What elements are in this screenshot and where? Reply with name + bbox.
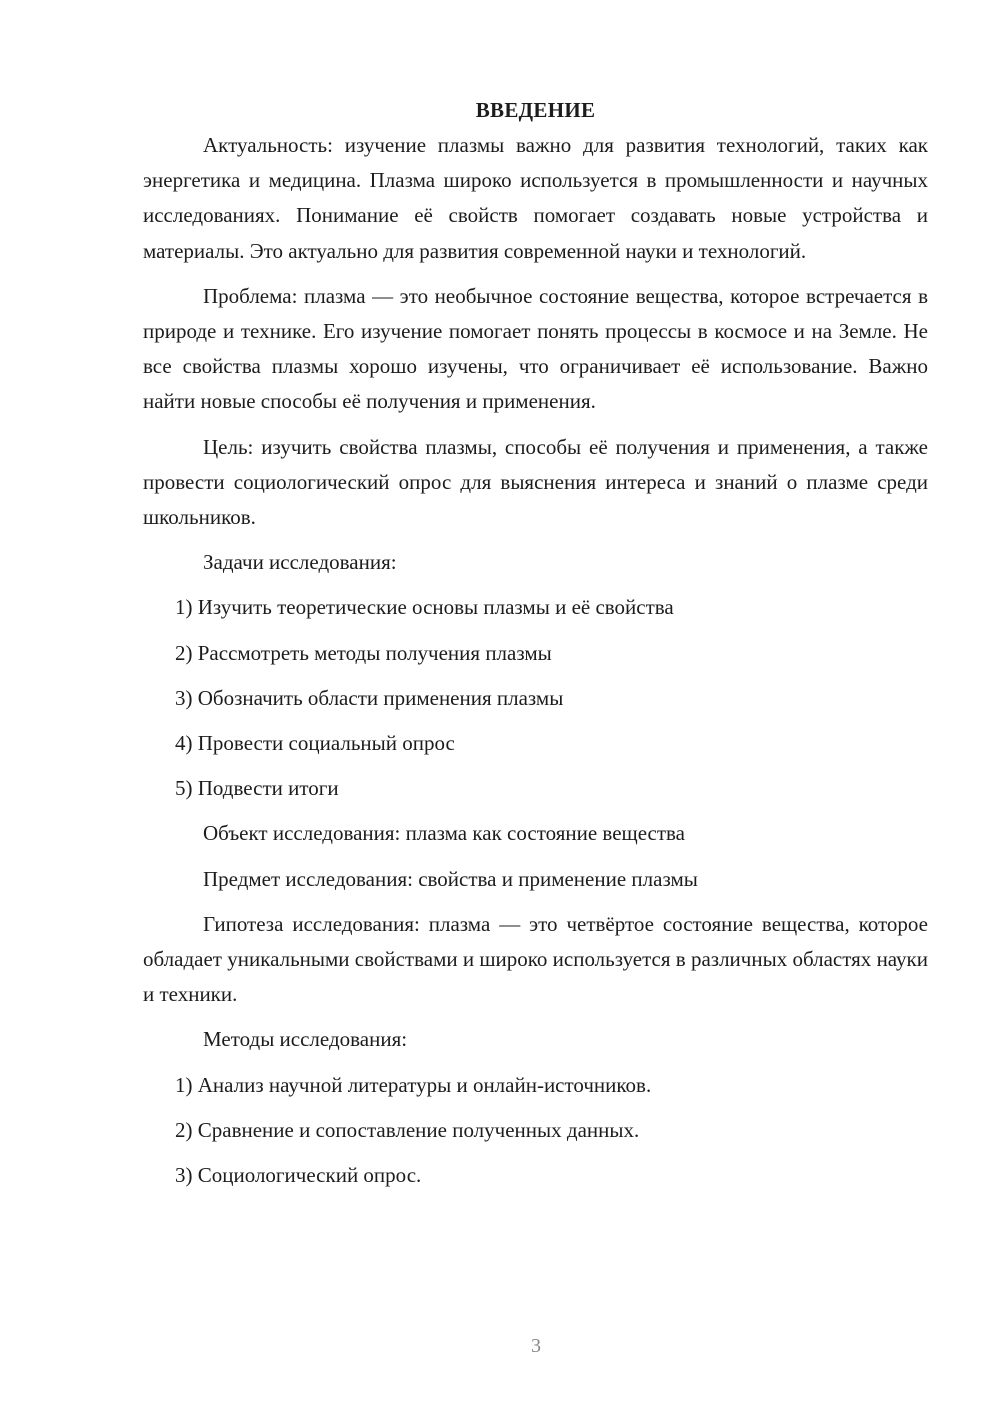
- tasks-heading: Задачи исследования:: [203, 550, 397, 575]
- method-item: 3) Социологический опрос.: [175, 1163, 422, 1188]
- method-item: 2) Сравнение и сопоставление полученных данных.: [175, 1117, 640, 1142]
- task-item: 1) Изучить теоретические основы плазмы и её свойства: [175, 595, 674, 620]
- page-number: 3: [531, 1335, 541, 1357]
- task-item: 3) Обозначить области применения плазмы: [175, 685, 564, 710]
- relevance-paragraph: Актуальность: изучение плазмы важно для развития технологий, таких как энергетика и медицина. Плазма широко используется в промышленности и научных исследованиях. Понимание её свойств помогает создавать новые устройства и материалы. Это актуально для развития современной науки и технологий.: [143, 133, 928, 263]
- methods-heading: Методы исследования:: [203, 1027, 408, 1052]
- page-title: ВВЕДЕНИЕ: [475, 98, 596, 122]
- research-object: Объект исследования: плазма как состояние вещества: [203, 821, 685, 846]
- problem-paragraph: Проблема: плазма — это необычное состояние вещества, которое встречается в природе и технике. Его изучение помогает понять процессы в космосе и на Земле. Не все свойства плазмы хорошо изучены, что ограничивает её использование. Важно найти новые способы её получения и применения.: [143, 283, 928, 414]
- research-subject: Предмет исследования: свойства и применение плазмы: [203, 866, 698, 891]
- task-item: 5) Подвести итоги: [175, 776, 339, 801]
- task-item: 2) Рассмотреть методы получения плазмы: [175, 640, 552, 665]
- task-item: 4) Провести социальный опрос: [175, 731, 455, 756]
- document-page: [143, 92, 928, 1203]
- goal-paragraph: Цель: изучить свойства плазмы, способы её получения и применения, а также провести социологический опрос для выяснения интереса и знаний о плазме среди школьников.: [143, 434, 928, 530]
- method-item: 1) Анализ научной литературы и онлайн-источников.: [175, 1072, 652, 1097]
- hypothesis-paragraph: Гипотеза исследования: плазма — это четвёртое состояние вещества, которое обладает уникальными свойствами и широко используется в различных областях науки и техники.: [143, 911, 928, 1007]
